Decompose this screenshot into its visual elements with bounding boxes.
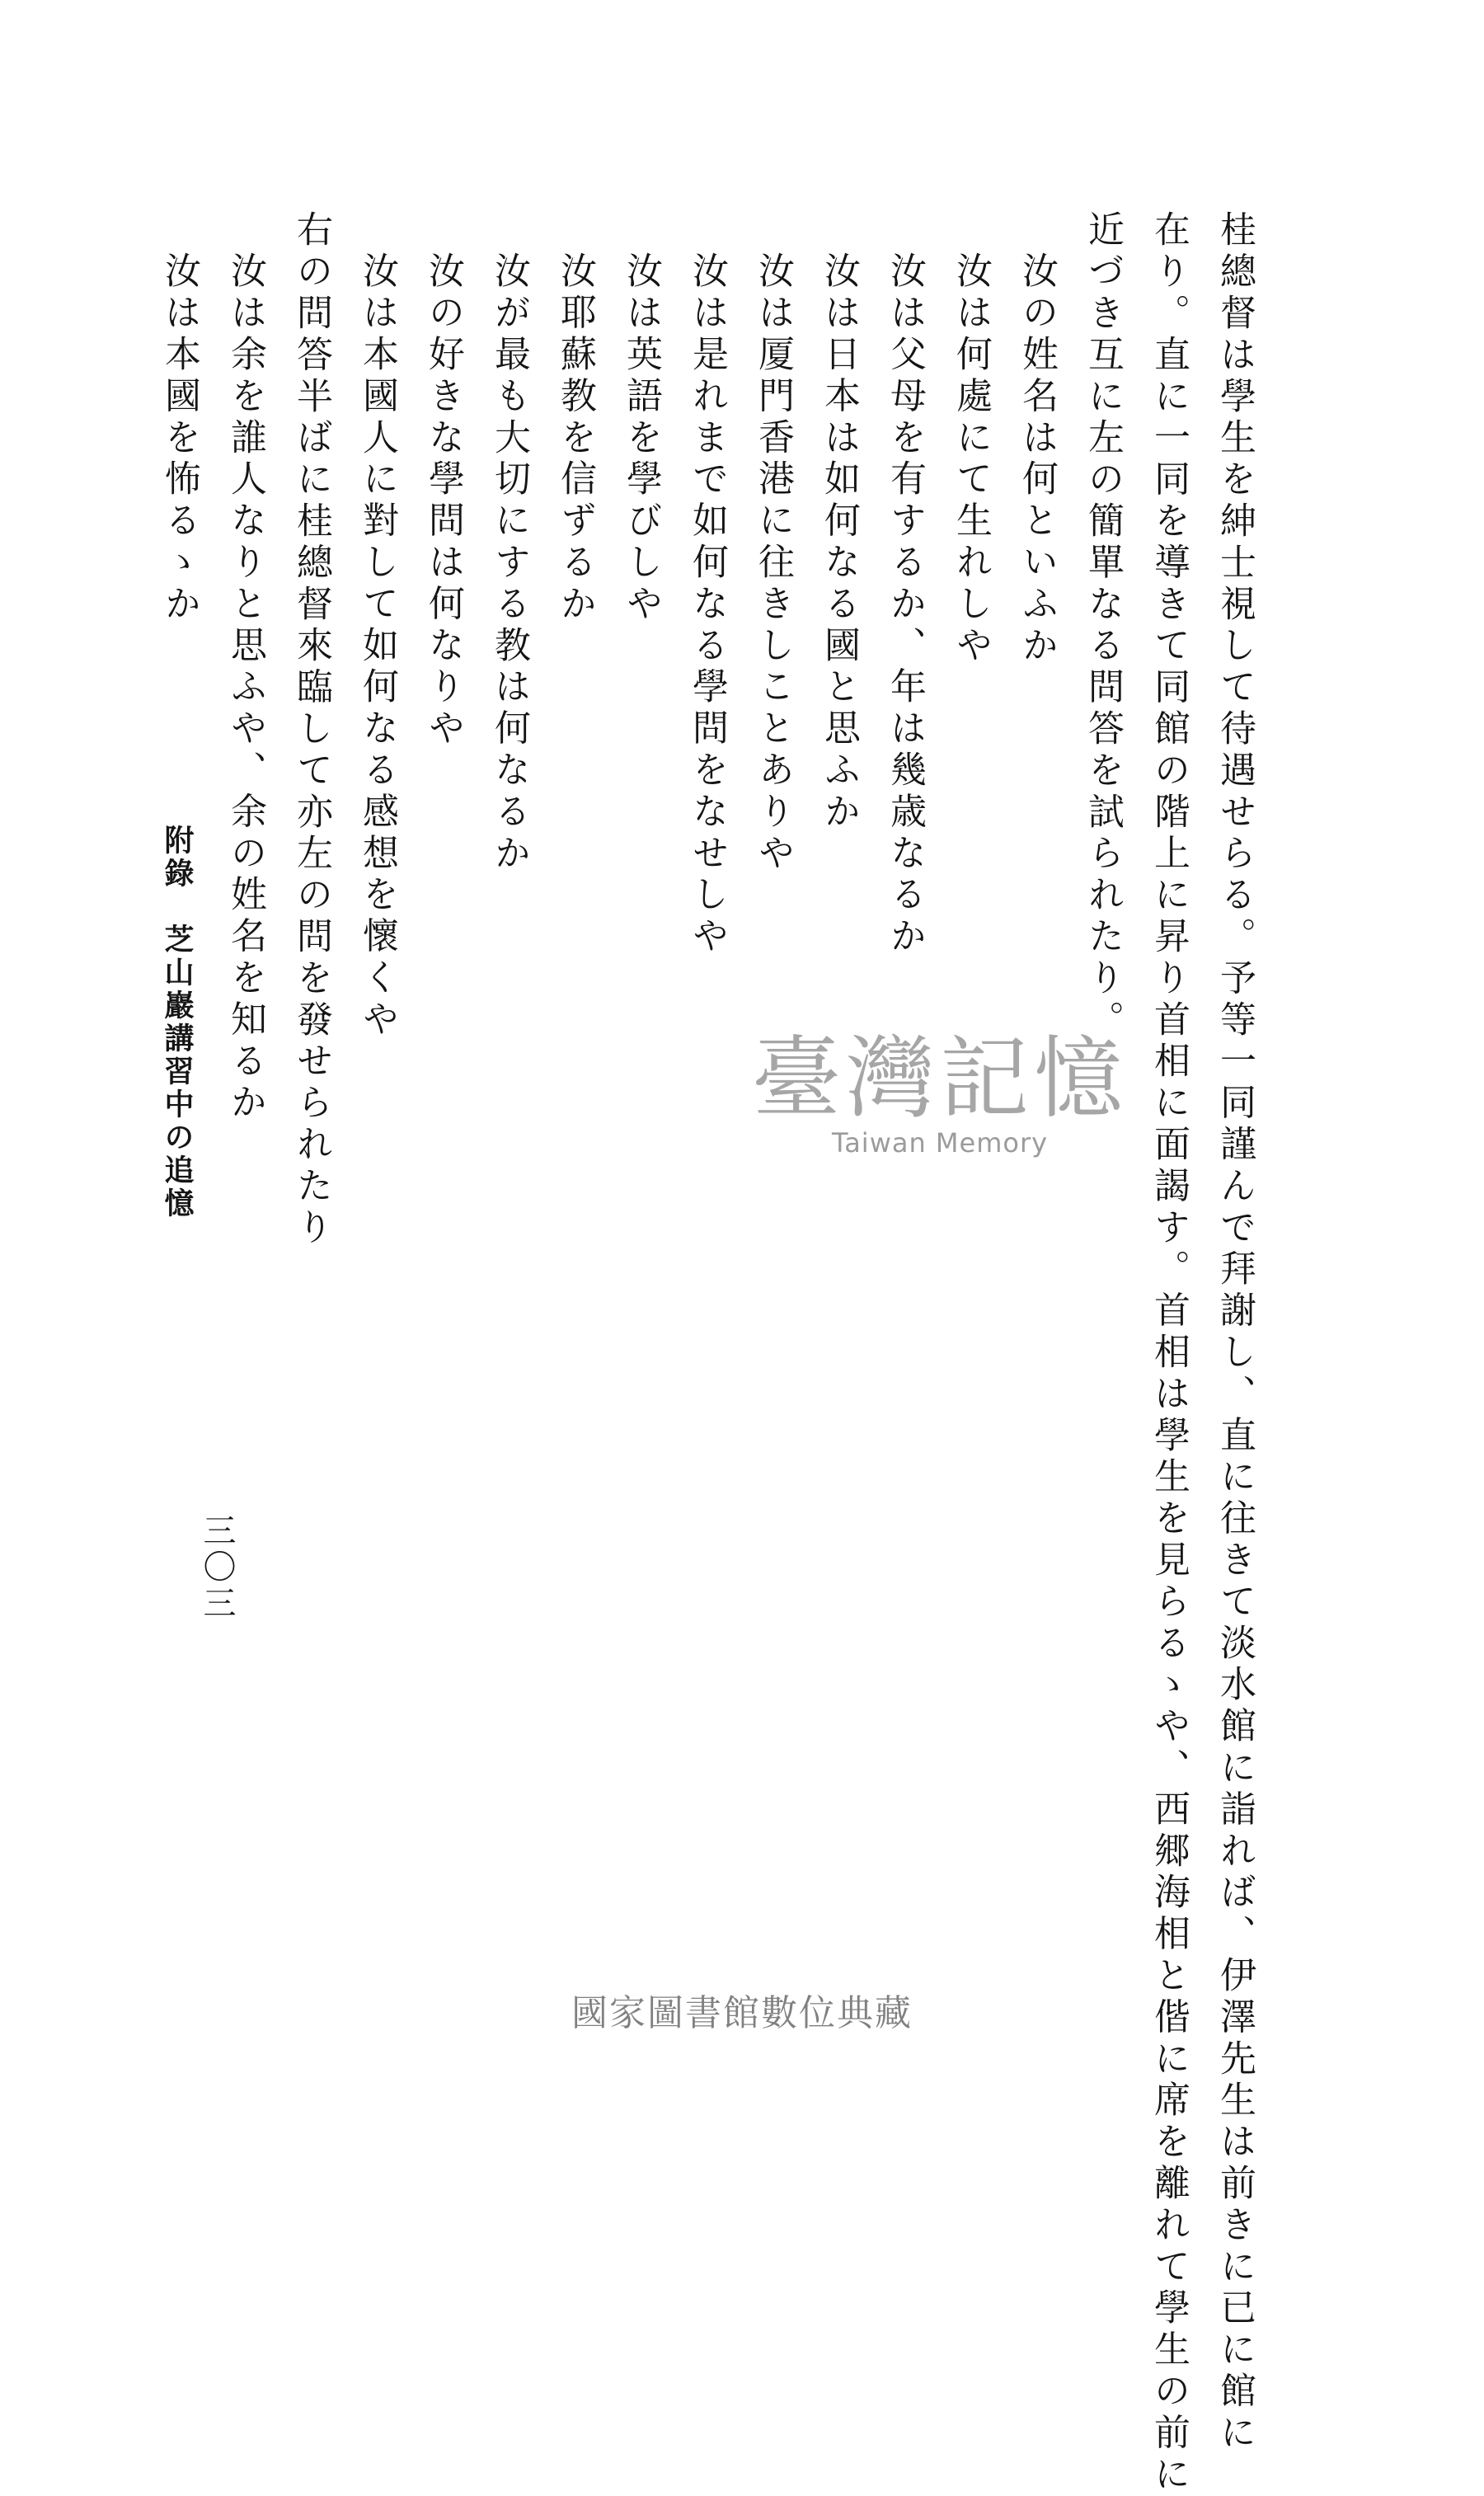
question-3: 汝は父母を有するか、年は幾歳なるか xyxy=(884,251,926,958)
watermark-subtitle: Taiwan Memory xyxy=(831,1127,1049,1159)
closing-line-3: 汝は本國を怖るゝか xyxy=(158,251,200,626)
question-4: 汝は日本は如何なる國と思ふか xyxy=(818,251,860,834)
question-6: 汝は是れまで如何なる學問をなせしや xyxy=(686,251,728,958)
paragraph-line-2: 在り。直に一同を導きて同館の階上に昇り首相に面謁す。首相は學生を見らるゝや、西郷海相と偕に席を離れて學生の前に xyxy=(1148,210,1190,2496)
question-2: 汝は何處にて生れしや xyxy=(950,251,992,667)
paragraph-line-3: 近づき互に左の簡單なる問答を試られたり。 xyxy=(1082,210,1124,1041)
question-5: 汝は厦門香港に往きしことありや xyxy=(752,251,794,875)
paragraph-line-1: 桂總督は學生を紳士視して待遇せらる。予等一同謹んで拜謝し、直に往きて淡水館に詣れば、伊澤先生は前きに已に館に xyxy=(1214,210,1256,2455)
question-7: 汝は英語を學びしや xyxy=(620,251,662,626)
question-11: 汝は本國人に對して如何なる感想を懷くや xyxy=(356,251,398,1041)
question-8: 汝耶蘇教を信ずるか xyxy=(554,251,596,626)
watermark-title: 臺灣記憶 xyxy=(751,1027,1128,1130)
closing-line-2: 汝は余を誰人なりと思ふや、余の姓名を知るか xyxy=(224,251,266,1125)
question-10: 汝の好きな學問は何なりや xyxy=(422,251,464,750)
question-9: 汝が最も大切にする教は何なるか xyxy=(488,251,530,875)
page-number: 三〇三 xyxy=(198,1513,236,1622)
taiwan-memory-watermark xyxy=(717,1027,1162,1192)
library-collection-stamp: 國家圖書館數位典藏 xyxy=(571,1992,913,2034)
question-1: 汝の姓名は何といふか xyxy=(1016,251,1058,667)
closing-line-1: 右の問答半ばに桂總督來臨して亦左の問を發せられたり xyxy=(290,210,332,1249)
running-title: 附錄 芝山巖講習中の追憶 xyxy=(160,825,195,1220)
